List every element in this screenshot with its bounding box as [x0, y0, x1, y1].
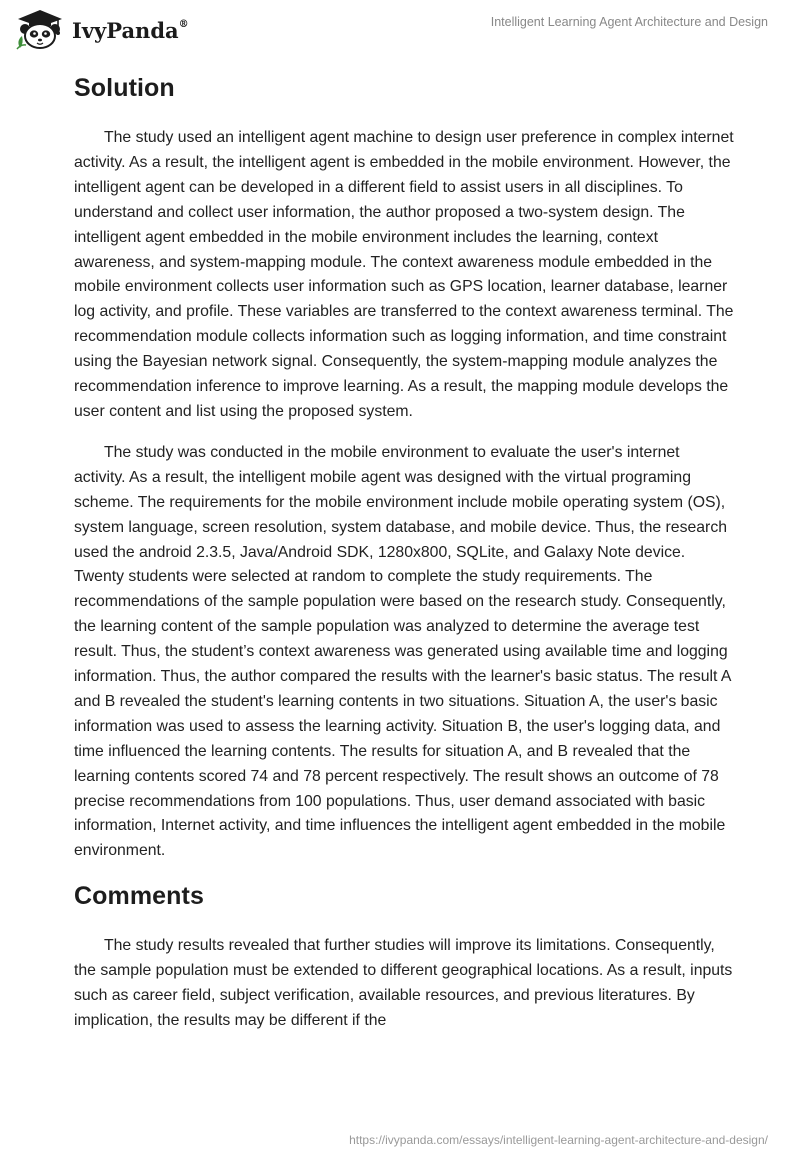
document-title: Intelligent Learning Agent Architecture and Design — [490, 15, 768, 29]
brand-name: IvyPanda® — [72, 17, 189, 43]
source-url[interactable]: https://ivypanda.com/essays/intelligent-learning-agent-architecture-and-design/ — [349, 1133, 768, 1147]
ivypanda-logo[interactable] — [14, 8, 189, 50]
section-heading-solution: Solution — [74, 74, 175, 102]
section-heading-comments: Comments — [74, 882, 204, 911]
paragraph: The study was conducted in the mobile environment to evaluate the user's internet activity. As a result, the intelligent mobile agent was designed with the virtual programing scheme. The requirements for the mobile environment include mobile operating system (OS), system language, screen resolution, system database, and mobile device. Thus, the research used the android 2.3.5, Java/Android SDK, 1280x800, SQLite, and Galaxy Note device. Twenty students were selected at random to complete the study requirements. The recommendations of the sample population were based on the research study. Consequently, the learning content of the sample population was analyzed to determine the average test result. Thus, the student’s context awareness was generated using available time and logging information. Thus, the author compared the results with the learner's basic status. The result A and B revealed the student's learning contents in two situations. Situation A, the user's basic information was used to assess the learning activity. Situation B, the user's logging data, and time influenced the learning contents. The results for situation A, and B revealed that the learning contents scored 74 and 78 percent respectively. The result shows an outcome of 78 precise recommendations from 100 populations. Thus, user demand associated with basic information, Internet activity, and time influences the intelligent agent embedded in the mobile environment. — [74, 443, 731, 860]
essay-body — [74, 72, 734, 1034]
paragraph: The study results revealed that further studies will improve its limitations. Consequently, the sample population must be extended to different geographical locations. As a result, inputs such as career field, subject verification, available resources, and previous literatures. By implication, the results may be different if the — [74, 937, 733, 1029]
page-header — [0, 0, 800, 60]
panda-graduation-cap-icon — [14, 8, 66, 50]
registered-mark: ® — [178, 18, 189, 30]
paragraph: The study used an intelligent agent machine to design user preference in complex internet activity. As a result, the intelligent agent is embedded in the mobile environment. However, the intelligent agent can be developed in a different field to assist users in all disciplines. To understand and collect user information, the author proposed a two-system design. The intelligent agent embedded in the mobile environment includes the learning, context awareness, and system-mapping module. The context awareness module embedded in the mobile environment collects user information such as GPS location, learner database, learner log activity, and profile. These variables are transferred to the context awareness terminal. The recommendation module collects information such as logging information, and time constraint using the Bayesian network signal. Consequently, the system-mapping module analyzes the recommendation inference to improve learning. As a result, the mapping module develops the user content and list using the proposed system. — [74, 129, 734, 420]
